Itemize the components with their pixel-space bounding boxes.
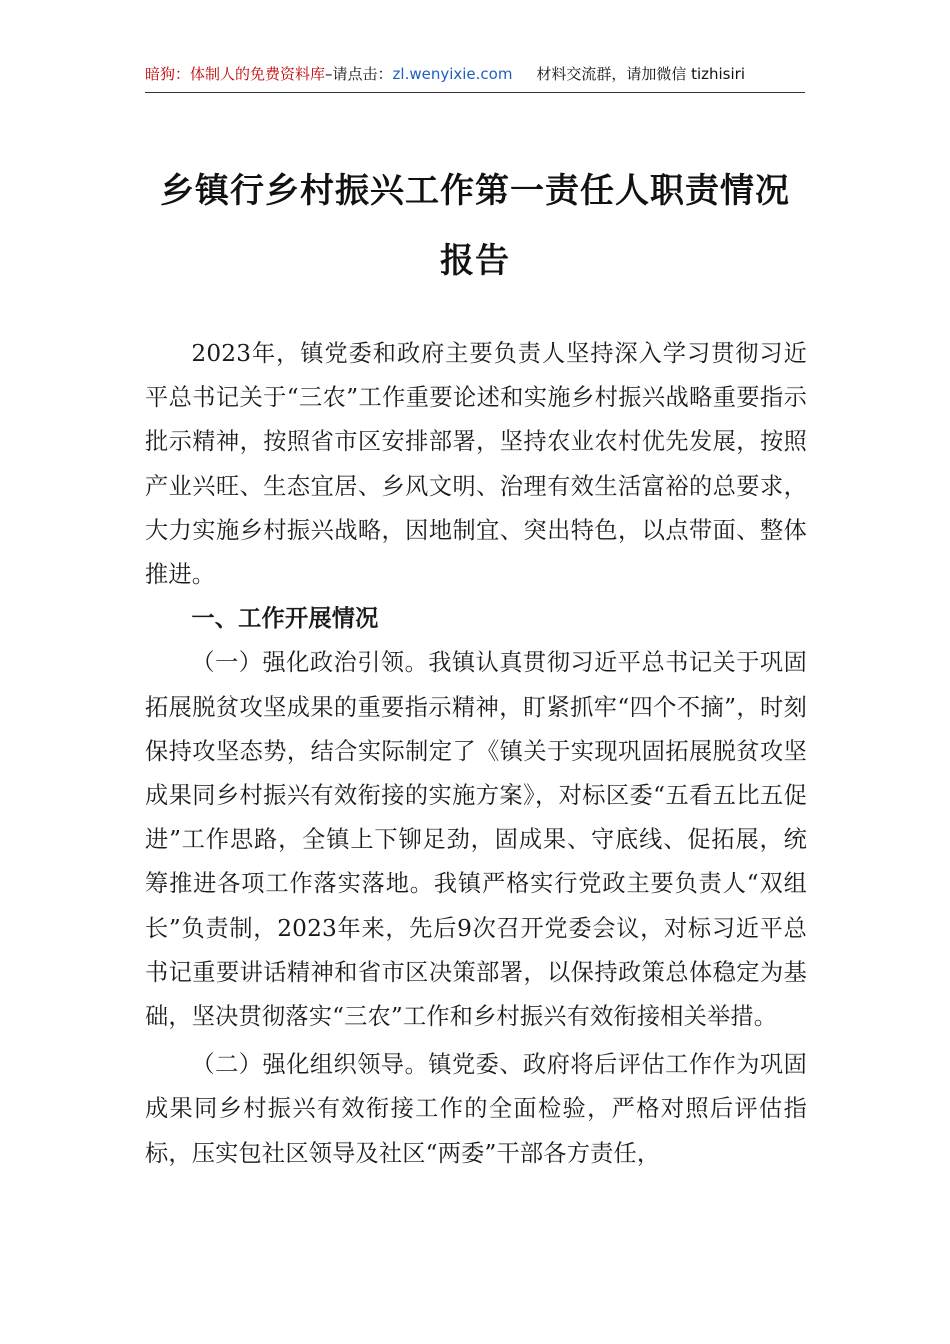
intro-paragraph: 2023年，镇党委和政府主要负责人坚持深入学习贯彻习近平总书记关于“三农”工作重要论述和实施乡村振兴战略重要指示批示精神，按照省市区安排部署，坚持农业农村优先发展，按照产业兴旺、生态宜居、乡风文明、治理有效生活富裕的总要求，大力实施乡村振兴战略，因地制宜、突出特色，以点带面、整体推进。: [145, 340, 807, 589]
click-label: –请点击：: [325, 65, 393, 83]
paragraph-organizational-leadership: （二）强化组织领导。镇党委、政府将后评估工作作为巩固成果同乡村振兴有效衔接工作的全面检验，严格对照后评估指标，压实包社区领导及社区“两委”干部各方责任，: [145, 1051, 807, 1167]
document-title-line2: 报告: [440, 241, 510, 281]
document-title-line1: 乡镇行乡村振兴工作第一责任人职责情况: [160, 171, 790, 211]
paragraph-political-guidance: （一）强化政治引领。我镇认真贯彻习近平总书记关于巩固拓展脱贫攻坚成果的重要指示精神，盯紧抓牢“四个不摘”，时刻保持攻坚态势，结合实际制定了《镇关于实现巩固拓展脱贫攻坚成果同乡村振兴有效衔接的实施方案》，对标区委“五看五比五促进”工作思路，全镇上下铆足劲，固成果、守底线、促拓展，统筹推进各项工作落实落地。我镇严格实行党政主要负责人“双组长”负责制，2023年来，先后9次召开党委会议，对标习近平总书记重要讲话精神和省市区决策部署，以保持政策总体稳定为基础，坚决贯彻落实“三农”工作和乡村振兴有效衔接相关举措。: [145, 649, 807, 1031]
site-url-link[interactable]: zl.wenyixie.com: [392, 65, 513, 83]
wechat-group-text: 材料交流群，请加微信 tizhisiri: [536, 65, 745, 83]
document-body: [145, 332, 807, 1176]
site-label: 暗狗：体制人的免费资料库: [145, 65, 326, 83]
page-header: [145, 60, 805, 93]
section-heading: 一、工作开展情况: [191, 605, 379, 633]
